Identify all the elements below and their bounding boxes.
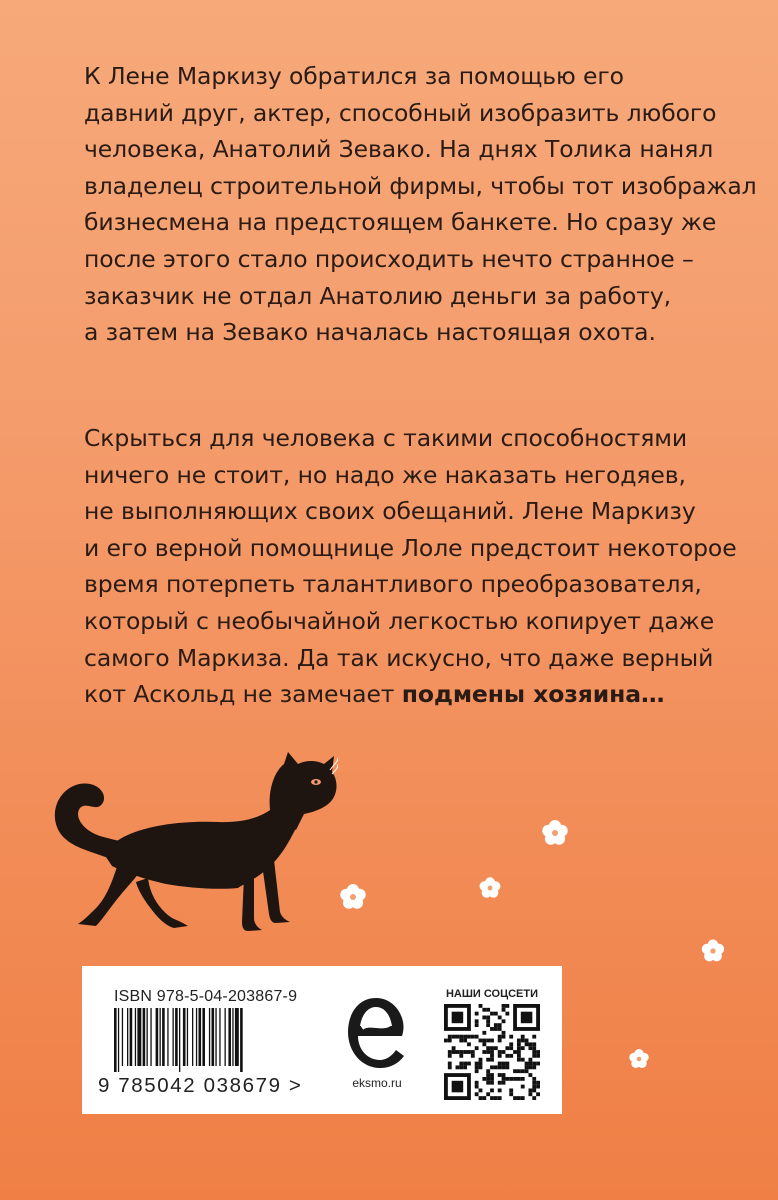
publisher-website[interactable]: eksmo.ru	[352, 1076, 402, 1090]
text-line: время потерпеть талантливого преобразователя,	[84, 570, 702, 599]
text-line-last	[84, 676, 744, 713]
text-line: и его верной помощнице Лоле предстоит некоторое	[84, 533, 737, 562]
text-line: а затем на Зевако началась настоящая охота.	[84, 318, 656, 347]
text-line: бизнесмена на предстоящем банкете. Но сразу же	[84, 208, 717, 237]
text-line: владелец строительной фирмы, чтобы тот изображал	[84, 171, 757, 200]
description-paragraph-2	[84, 420, 744, 713]
flower-icon	[698, 936, 728, 966]
text-line: К Лене Маркизу обратился за помощью его	[84, 62, 624, 90]
text-line: который с необычайной легкостью копирует даже	[84, 606, 715, 635]
description-paragraph-1	[84, 58, 757, 351]
flower-icon	[476, 874, 504, 902]
text-line: давний друг, актер, способный изобразить любого	[84, 98, 717, 127]
qr-code[interactable]	[444, 1004, 540, 1100]
text-line: не выполняющих своих обещаний. Лене Маркизу	[84, 497, 696, 526]
isbn-number: ISBN 978-5-04-203867-9	[114, 988, 298, 1005]
social-label: НАШИ СОЦСЕТИ	[445, 988, 539, 1000]
text-line: ничего не стоит, но надо же наказать негодяев,	[84, 460, 686, 489]
text-bold-emphasis: подмены хозяина…	[401, 680, 665, 709]
barcode-digits: 9 785042 038679 >	[98, 1074, 303, 1097]
text-line: после этого стало происходить нечто странное –	[84, 244, 694, 273]
eksmo-logo-icon	[344, 994, 408, 1072]
text-line: Скрыться для человека с такими способностями	[84, 424, 688, 452]
isbn-label-panel	[82, 966, 562, 1114]
cat-illustration	[48, 750, 338, 940]
text-regular: кот Аскольд не замечает	[84, 680, 402, 709]
flower-icon	[336, 880, 370, 914]
flower-icon	[626, 1046, 652, 1072]
text-line: заказчик не отдал Анатолию деньги за работу,	[84, 281, 671, 310]
text-line: человека, Анатолий Зевако. На днях Толика нанял	[84, 135, 714, 164]
barcode	[112, 1008, 308, 1072]
text-line: самого Маркиза. Да так искусно, что даже верный	[84, 643, 714, 672]
flower-icon	[538, 816, 572, 850]
